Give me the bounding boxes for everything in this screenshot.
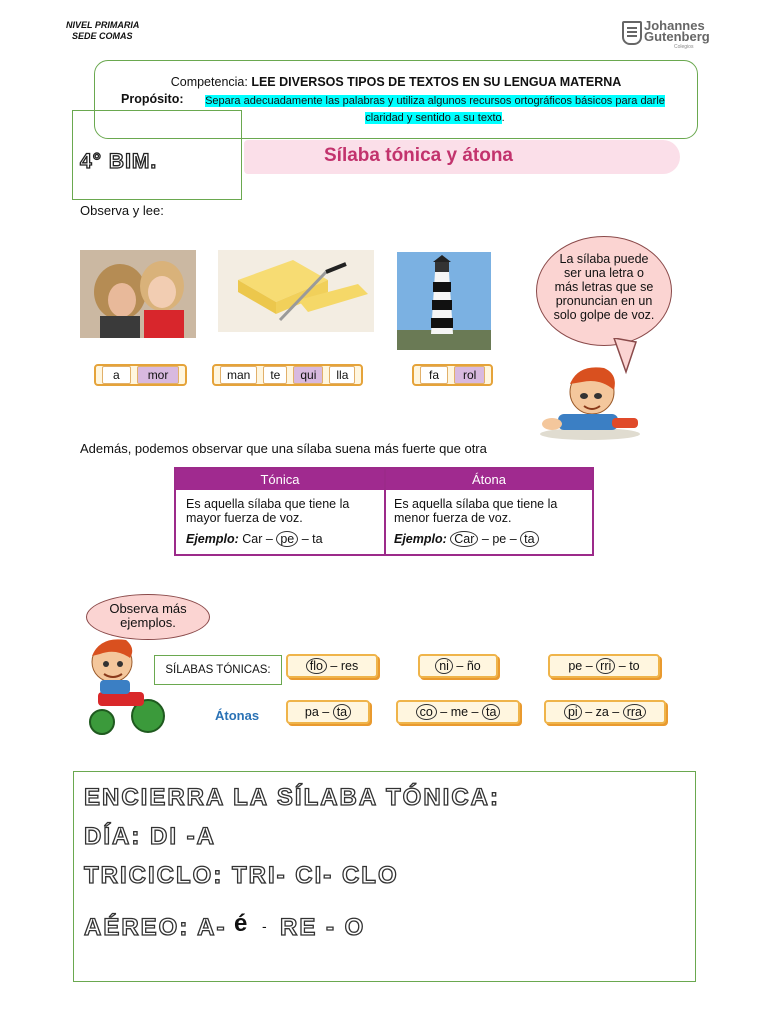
syllable: lla bbox=[329, 366, 355, 384]
syllable: fa bbox=[420, 366, 448, 384]
cartoon-boy-lying-icon bbox=[538, 362, 642, 440]
exercise-instruction: ENCIERRA LA SÍLABA TÓNICA: bbox=[84, 784, 500, 811]
tonica-definition: Es aquella sílaba que tiene la mayor fuerza de voz. bbox=[186, 497, 350, 525]
exercise-line-aereo-end: RE - O bbox=[280, 914, 366, 941]
example-syllable-circled: ni bbox=[435, 658, 453, 674]
observa-instruction: Observa y lee: bbox=[80, 203, 164, 218]
example-syllable-circled: rra bbox=[623, 704, 646, 720]
example-syllable-circled: ta bbox=[482, 704, 500, 720]
title-banner bbox=[244, 140, 680, 174]
example-syllable: res bbox=[340, 659, 359, 673]
logo-word-2: Gutenberg bbox=[644, 29, 710, 44]
example-flores: flo – res bbox=[286, 654, 378, 678]
exercise-dash: - bbox=[262, 918, 267, 934]
proposito-period: . bbox=[501, 112, 505, 124]
tonica-atona-table bbox=[174, 467, 594, 556]
mother-daughter-photo bbox=[80, 250, 196, 338]
tonica-example: Ejemplo: Car – pe – ta bbox=[186, 532, 323, 546]
ejemplo-label: Ejemplo: bbox=[186, 532, 239, 546]
example-syllable-circled: flo bbox=[306, 658, 327, 674]
school-level: NIVEL PRIMARIA bbox=[66, 20, 140, 30]
exercise-accent-e: é bbox=[234, 910, 248, 937]
exercise-line-triciclo: TRICICLO: TRI- CI- CLO bbox=[84, 862, 399, 889]
atonas-label: Átonas bbox=[215, 708, 260, 723]
syllable-tonic: qui bbox=[293, 366, 323, 384]
example-syllable-circled: pi bbox=[564, 704, 582, 720]
competencia-label: Competencia: bbox=[170, 75, 248, 89]
example-syllable: ta bbox=[312, 532, 323, 546]
example-syllable: pe bbox=[568, 659, 583, 673]
example-perrito: pe – rri – to bbox=[548, 654, 660, 678]
example-syllable: za bbox=[595, 705, 609, 719]
syllable-tonic: rol bbox=[454, 366, 485, 384]
speech-bubble-2 bbox=[86, 594, 210, 640]
school-name bbox=[66, 20, 139, 42]
example-syllable: pe bbox=[492, 532, 507, 546]
example-syllable: pa bbox=[304, 705, 319, 719]
exercise-line-aereo-start: AÉREO: A- bbox=[84, 914, 227, 941]
proposito-highlight: Separa adecuadamente las palabras y utiliza algunos recursos ortográficos básicos para darle claridad y sentido a su texto bbox=[205, 95, 665, 124]
syllable: te bbox=[263, 366, 287, 384]
school-campus: SEDE COMAS bbox=[72, 31, 133, 41]
example-syllable-circled: pe bbox=[276, 531, 298, 547]
atona-example: Ejemplo: Car – pe – ta bbox=[394, 532, 539, 546]
example-nino: ni – ño bbox=[418, 654, 498, 678]
logo-word-3: Colegios bbox=[674, 44, 694, 50]
bubble-text: La sílaba puede ser una letra o más letras que se pronuncian en un solo golpe de voz. bbox=[553, 252, 655, 322]
example-syllable-circled: ta bbox=[520, 531, 538, 547]
logo-word-1: Johannes bbox=[644, 18, 705, 33]
example-syllable: to bbox=[629, 659, 640, 673]
school-logo bbox=[622, 18, 712, 52]
example-pata: pa – ta bbox=[286, 700, 370, 724]
example-syllable-circled: ta bbox=[333, 704, 351, 720]
word-mantequilla bbox=[212, 364, 363, 386]
ejemplo-label: Ejemplo: bbox=[394, 532, 447, 546]
atona-definition: Es aquella sílaba que tiene la menor fuerza de voz. bbox=[394, 497, 558, 525]
bubble-text-2: Observa más ejemplos. bbox=[109, 601, 187, 630]
word-farol bbox=[412, 364, 493, 386]
proposito-text bbox=[196, 93, 674, 127]
example-syllable: Car bbox=[242, 532, 263, 546]
word-amor bbox=[94, 364, 187, 386]
example-syllable-circled: Car bbox=[450, 531, 478, 547]
competencia-line bbox=[94, 75, 698, 89]
example-syllable: ño bbox=[466, 659, 481, 673]
example-cometa: co – me – ta bbox=[396, 700, 520, 724]
exercise-line-dia: DÍA: DI -A bbox=[84, 823, 216, 850]
competencia-text: LEE DIVERSOS TIPOS DE TEXTOS EN SU LENGUA MATERNA bbox=[251, 75, 622, 89]
bim-label: 4° BIM. bbox=[80, 150, 158, 173]
table-divider bbox=[384, 469, 386, 554]
ademas-text: Además, podemos observar que una sílaba suena más fuerte que otra bbox=[80, 441, 487, 456]
page-title: Sílaba tónica y átona bbox=[324, 145, 513, 166]
example-syllable: me bbox=[450, 705, 469, 719]
speech-bubble bbox=[536, 236, 672, 346]
lighthouse-photo bbox=[397, 252, 491, 350]
atona-header: Átona bbox=[386, 469, 592, 490]
proposito-label: Propósito: bbox=[121, 92, 184, 106]
shield-icon bbox=[622, 21, 642, 45]
example-syllable-circled: co bbox=[416, 704, 437, 720]
butter-photo bbox=[218, 250, 374, 332]
syllable: a bbox=[102, 366, 131, 384]
cartoon-boy-tricycle-icon bbox=[76, 636, 168, 736]
syllable: man bbox=[220, 366, 257, 384]
syllable-tonic: mor bbox=[137, 366, 180, 384]
example-syllable-circled: rri bbox=[596, 658, 615, 674]
tonica-header: Tónica bbox=[176, 469, 384, 490]
silabas-tonicas-label: SÍLABAS TÓNICAS: bbox=[154, 655, 282, 685]
example-pizarra: pi – za – rra bbox=[544, 700, 666, 724]
